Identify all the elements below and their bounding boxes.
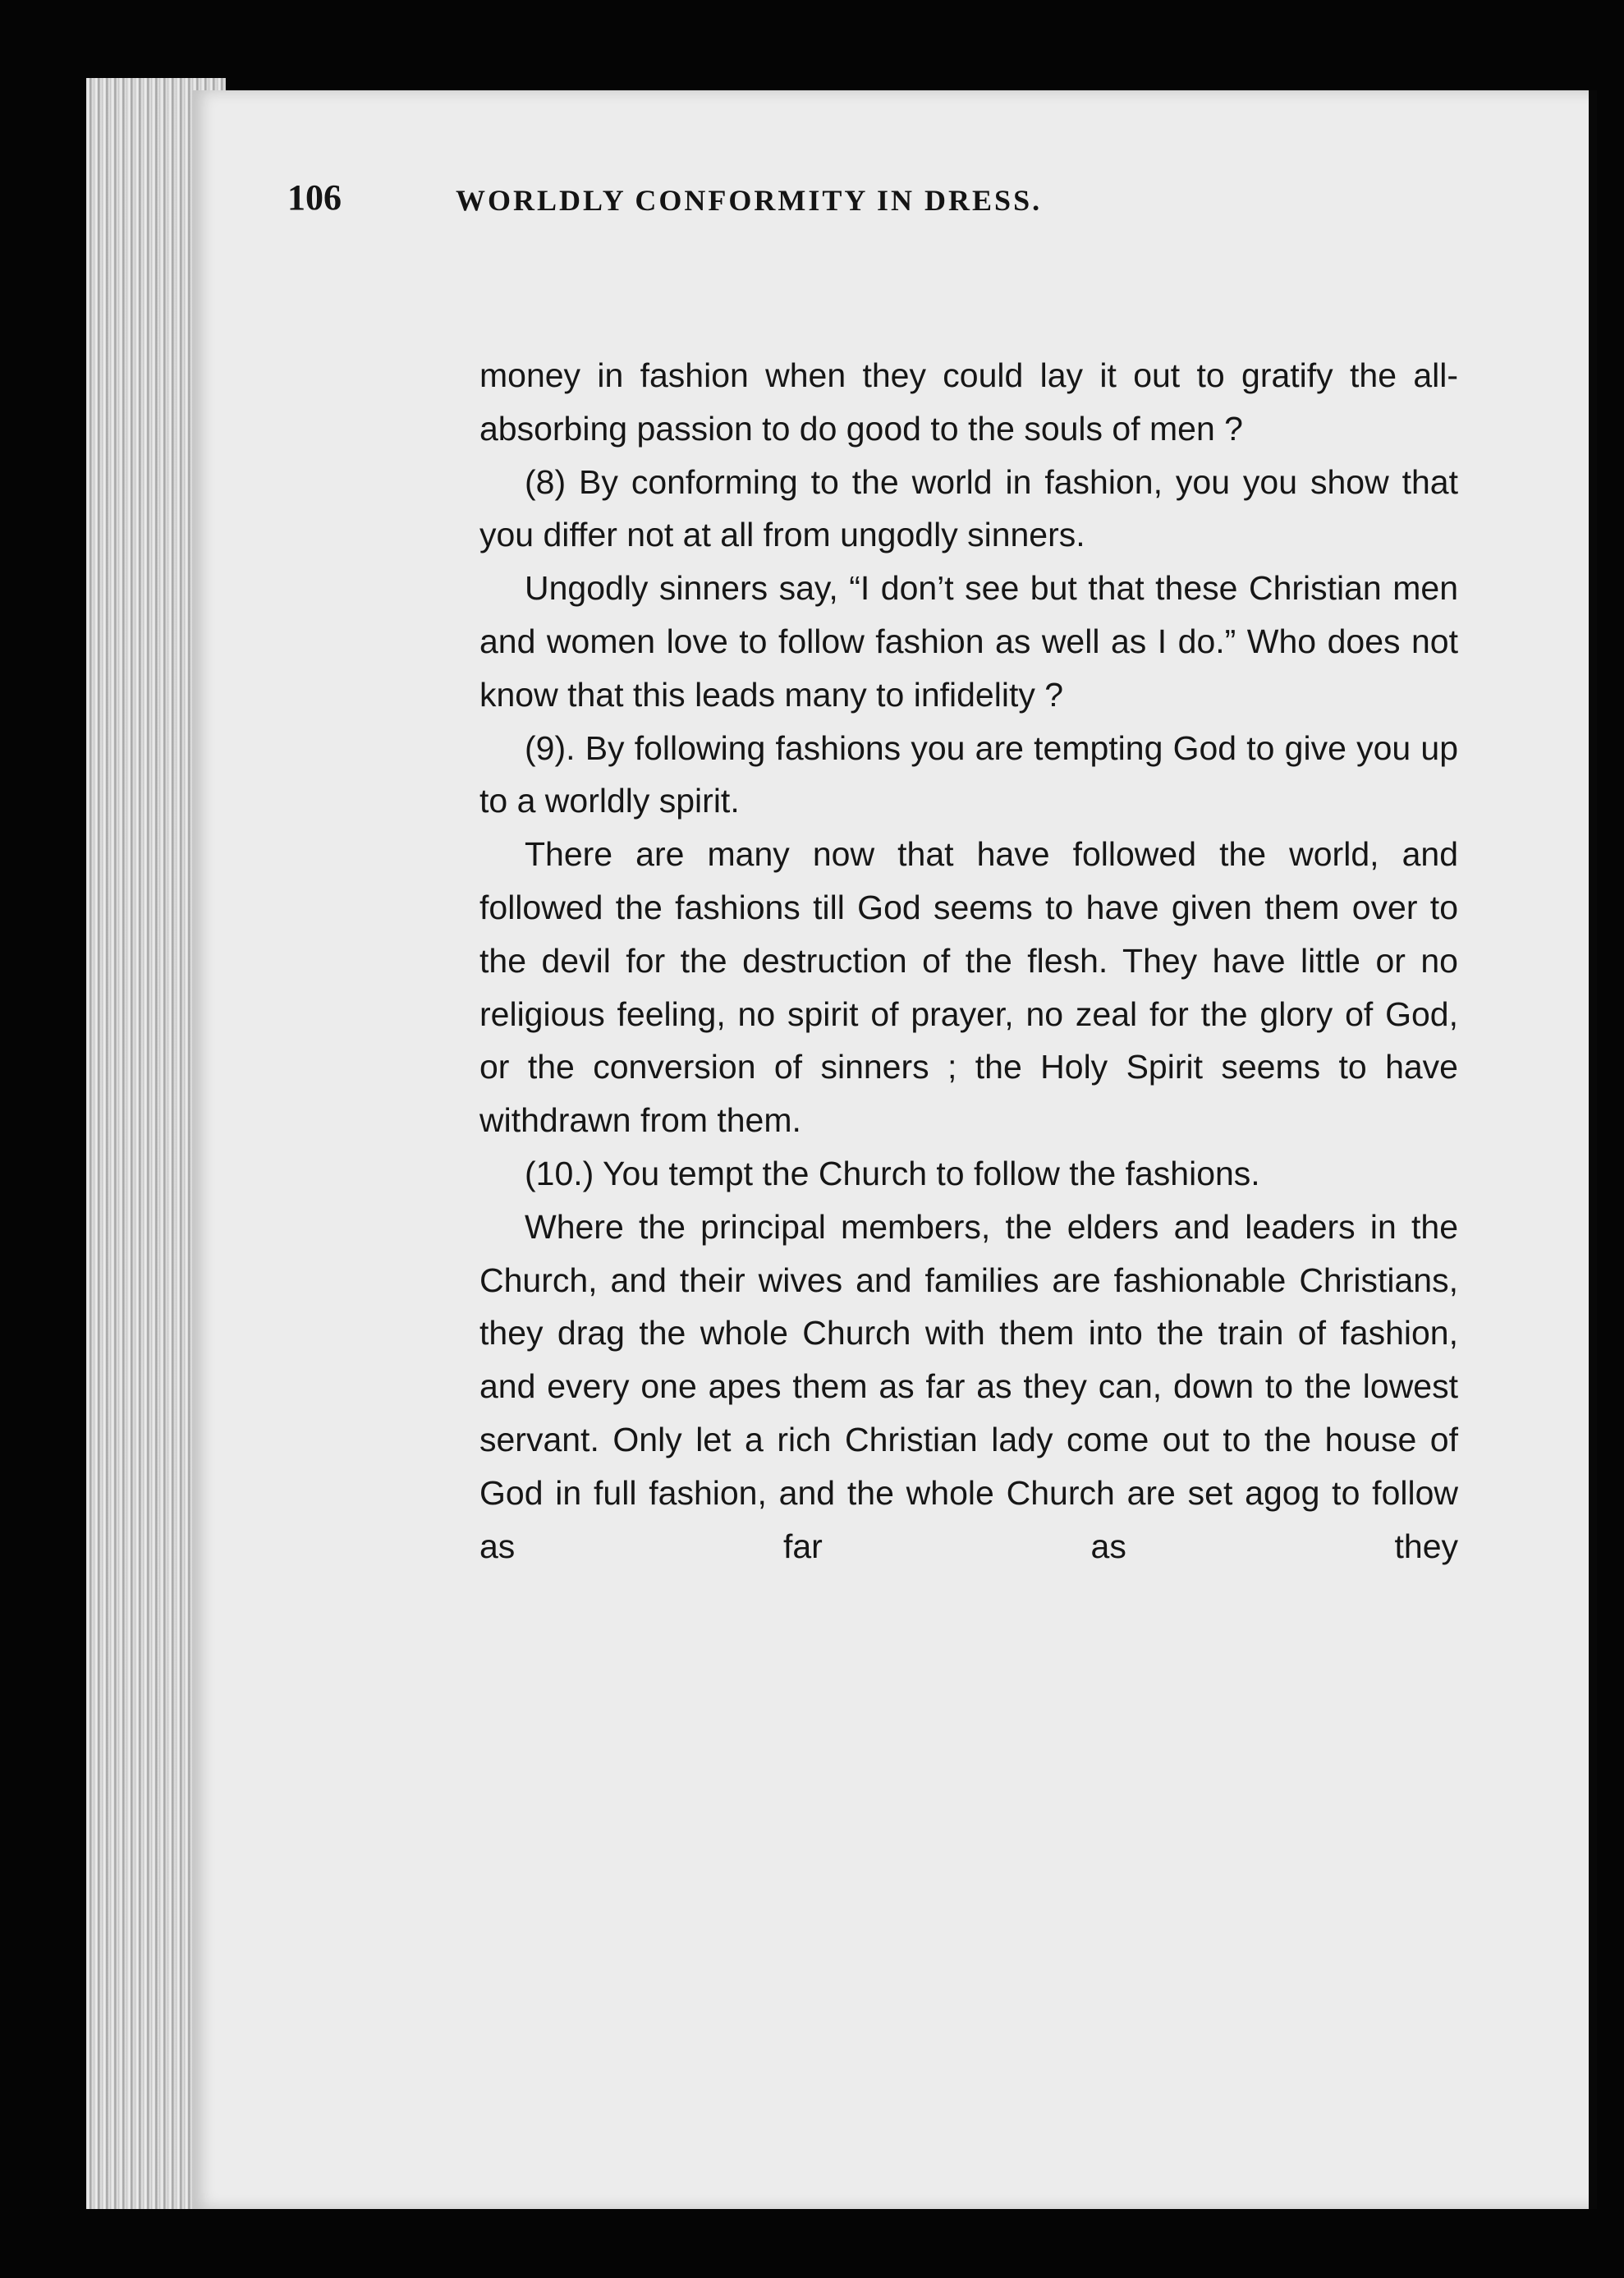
page-header — [287, 177, 1470, 242]
paragraph-5: There are many now that have followed the world, and followed the fashions till God seems to have given them over to the devil for the destruction of the flesh. They have little or no religious feeling, no spirit of prayer, no zeal for the glory of God, or the conversion of sinners ; the Holy Spirit seems to have withdrawn from them. — [479, 835, 1458, 1140]
page-number: 106 — [287, 177, 342, 218]
body-text — [479, 349, 1458, 1573]
running-title: WORLDLY CONFORMITY IN DRESS. — [456, 184, 1043, 217]
page-right-edge — [1589, 90, 1597, 2209]
paragraph-2: (8) By conforming to the world in fashion, you you show that you differ not at all from ungodly sinners. — [479, 462, 1458, 554]
paragraph-6: (10.) You tempt the Church to follow the fashions. — [525, 1154, 1260, 1192]
paragraph-3: Ungodly sinners say, “I don’t see but that these Christian men and women love to follow fashion as well as I do.” Who does not know that this leads many to infidelity ? — [479, 569, 1458, 714]
paragraph-4: (9). By following fashions you are tempting God to give you up to a worldly spirit. — [479, 728, 1458, 820]
paragraph-7: Where the principal members, the elders and leaders in the Church, and their wives and families are fashionable Christians, they drag the whole Church with them into the train of fashion, and every one apes them as far as they can, down to the lowest servant. Only let a rich Christian lady come out to the house of God in full fashion, and the whole Church are set agog to follow as far as they — [479, 1207, 1458, 1565]
paragraph-1: money in fashion when they could lay it out to gratify the all-absorbing passion to do good to the souls of men ? — [479, 356, 1458, 448]
